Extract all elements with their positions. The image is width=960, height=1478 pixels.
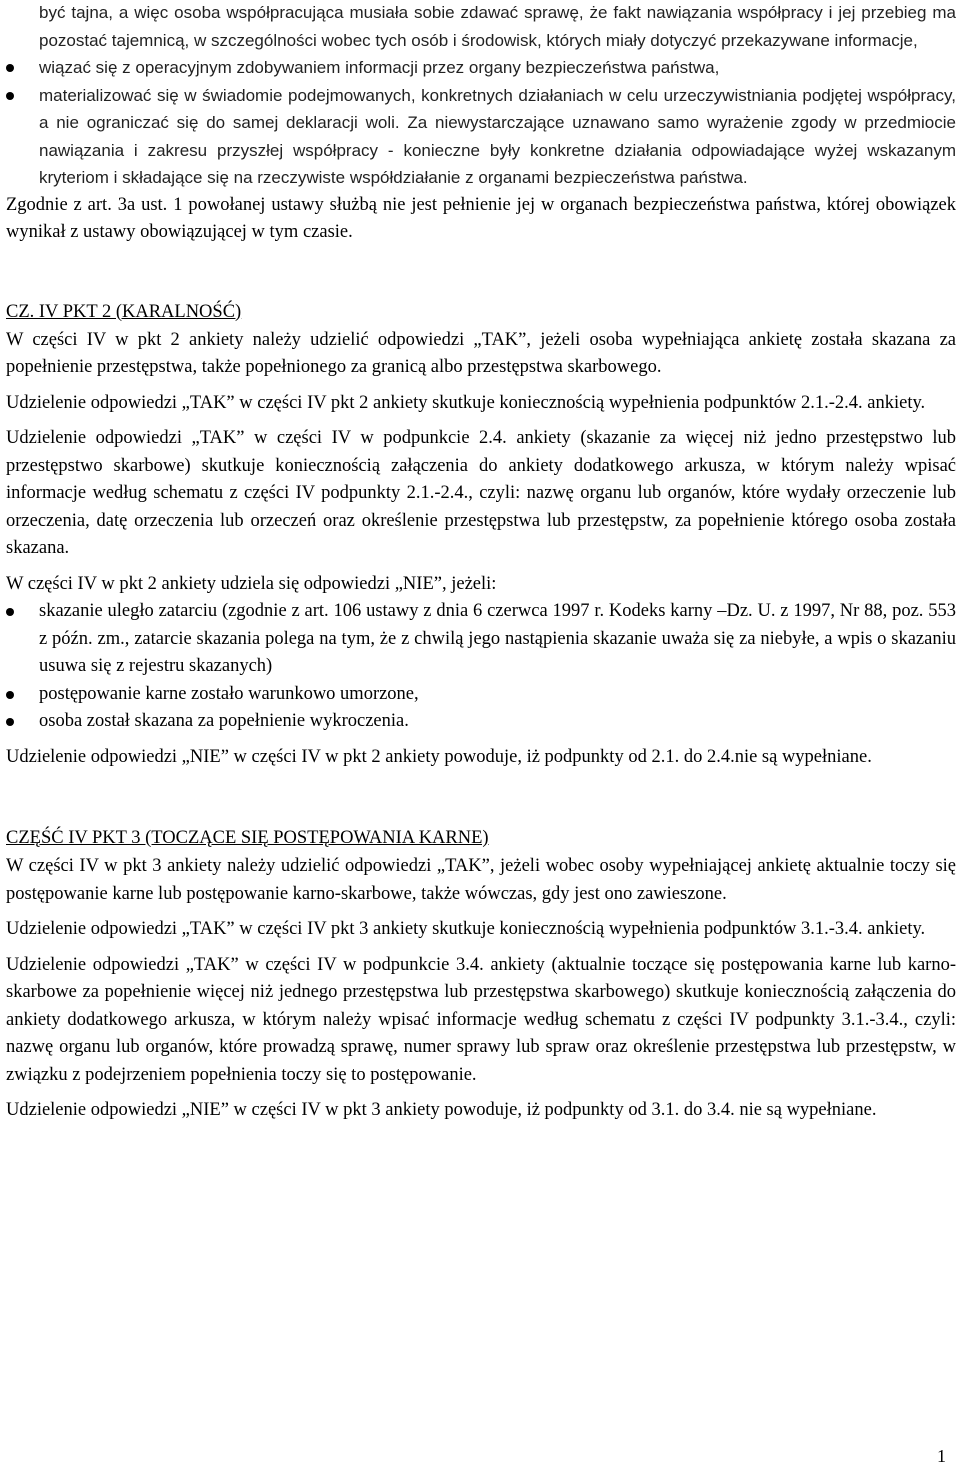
- document-page: [6, 0, 956, 1125]
- paragraph: Udzielenie odpowiedzi „TAK” w części IV w podpunkcie 3.4. ankiety (aktualnie toczące się postępowania karne lub karno-skarbowe za popełnienie więcej niż jednego przestępstwa lub przestępstwa skarbowego) skutkuje koniecznością załączenia do ankiety dodatkowego arkusza, w którym należy wpisać informacje według schematu z części IV podpunkty 3.1.-3.4., czyli: nazwę organu lub organów, które prowadzą sprawę, numer sprawy lub spraw oraz określenie przestępstwa lub przestępstw, w związku z podejrzeniem popełnienia toczy się to postępowanie.: [6, 954, 956, 1085]
- bullet-text: osoba został skazana za popełnienie wykroczenia.: [39, 711, 409, 731]
- bullet-icon: [6, 64, 14, 72]
- list-item: [6, 54, 956, 82]
- paragraph: W części IV w pkt 2 ankiety udziela się odpowiedzi „NIE”, jeżeli:: [6, 573, 497, 594]
- pkt2-bullet-list: [6, 598, 956, 736]
- paragraph: Udzielenie odpowiedzi „NIE” w części IV w pkt 2 ankiety powoduje, iż podpunkty od 2.1. do 2.4.nie są wypełniane.: [6, 746, 872, 767]
- list-item: [6, 708, 956, 736]
- bullet-text: materializować się w świadomie podejmowanych, konkretnych działaniach w celu urzeczywistniania podjętej współpracy, a nie ograniczać się do samej deklaracji woli. Za niewystarczające uznawano samo wyrażenie zgody w przedmiocie nawiązania i zakresu przyszłej współpracy - konieczne były konkretne działania odpowiadające wyżej wskazanym kryteriom i składające się na rzeczywiste współdziałanie z organami bezpieczeństwa państwa.: [39, 85, 956, 187]
- bullet-text: wiązać się z operacyjnym zdobywaniem informacji przez organy bezpieczeństwa państwa,: [39, 58, 720, 77]
- section-heading: CZĘŚĆ IV PKT 3 (TOCZĄCE SIĘ POSTĘPOWANIA KARNE): [6, 828, 489, 848]
- bullet-icon: [6, 691, 14, 699]
- list-item: [6, 681, 956, 709]
- bullet-text: skazanie uległo zatarciu (zgodnie z art. 106 ustawy z dnia 6 czerwca 1997 r. Kodeks karny –Dz. U. z 1997, Nr 88, poz. 553 z późn. zm., zatarcie skazania polega na tym, że z chwilą jego nastąpienia skazanie uważa się za niebyłe, a wpis o skazaniu usuwa się z rejestru skazanych): [39, 601, 956, 676]
- paragraph: W części IV w pkt 2 ankiety należy udzielić odpowiedzi „TAK”, jeżeli osoba wypełniająca ankietę została skazana za popełnienie przestępstwa, także popełnionego za granicą albo przestępstwa skarbowego.: [6, 329, 956, 377]
- paragraph: Udzielenie odpowiedzi „TAK” w części IV pkt 3 ankiety skutkuje koniecznością wypełnienia podpunktów 3.1.-3.4. ankiety.: [6, 919, 926, 939]
- list-item: [6, 82, 956, 192]
- paragraph: Udzielenie odpowiedzi „TAK” w części IV w podpunkcie 2.4. ankiety (skazanie za więcej niż jedno przestępstwo lub przestępstwo skarbowe) skutkuje koniecznością załączenia do ankiety dodatkowego arkusza, w którym należy wpisać informacje według schematu z części IV podpunkty 2.1.-2.4., czyli: nazwę organu lub organów, które wydały orzeczenie lub orzeczenia, datę orzeczenia lub orzeczeń oraz określenie przestępstwa lub przestępstw, za popełnienie którego osoba została skazana.: [6, 428, 956, 558]
- intro-bullet-list: [6, 0, 956, 192]
- paragraph: Zgodnie z art. 3a ust. 1 powołanej ustawy służbą nie jest pełnienie jej w organach bezpieczeństwa państwa, której obowiązek wynikał z ustawy obowiązującej w tym czasie.: [6, 194, 956, 242]
- bullet-icon: [6, 718, 14, 726]
- paragraph: Udzielenie odpowiedzi „TAK” w części IV pkt 2 ankiety skutkuje koniecznością wypełnienia podpunktów 2.1.-2.4. ankiety.: [6, 392, 926, 413]
- bullet-icon: [6, 92, 14, 100]
- bullet-text: być tajna, a więc osoba współpracująca musiała sobie zdawać sprawę, że fakt nawiązania współpracy i jej przebieg ma pozostać tajemnicą, w szczególności wobec tych osób i środowisk, których miały dotyczyć przekazywane informacje,: [39, 3, 956, 50]
- bullet-text: postępowanie karne zostało warunkowo umorzone,: [39, 683, 419, 704]
- bullet-icon: [6, 608, 14, 616]
- paragraph: Udzielenie odpowiedzi „NIE” w części IV w pkt 3 ankiety powoduje, iż podpunkty od 3.1. do 3.4. nie są wypełniane.: [6, 1100, 877, 1120]
- paragraph: W części IV w pkt 3 ankiety należy udzielić odpowiedzi „TAK”, jeżeli wobec osoby wypełniającej ankietę aktualnie toczy się postępowanie karne lub postępowanie karno-skarbowe, także wówczas, gdy jest ono zawieszone.: [6, 856, 956, 904]
- list-item: [6, 598, 956, 681]
- section-heading: CZ. IV PKT 2 (KARALNOŚĆ): [6, 301, 242, 322]
- list-item: [6, 0, 956, 54]
- page-number: 1: [937, 1446, 946, 1466]
